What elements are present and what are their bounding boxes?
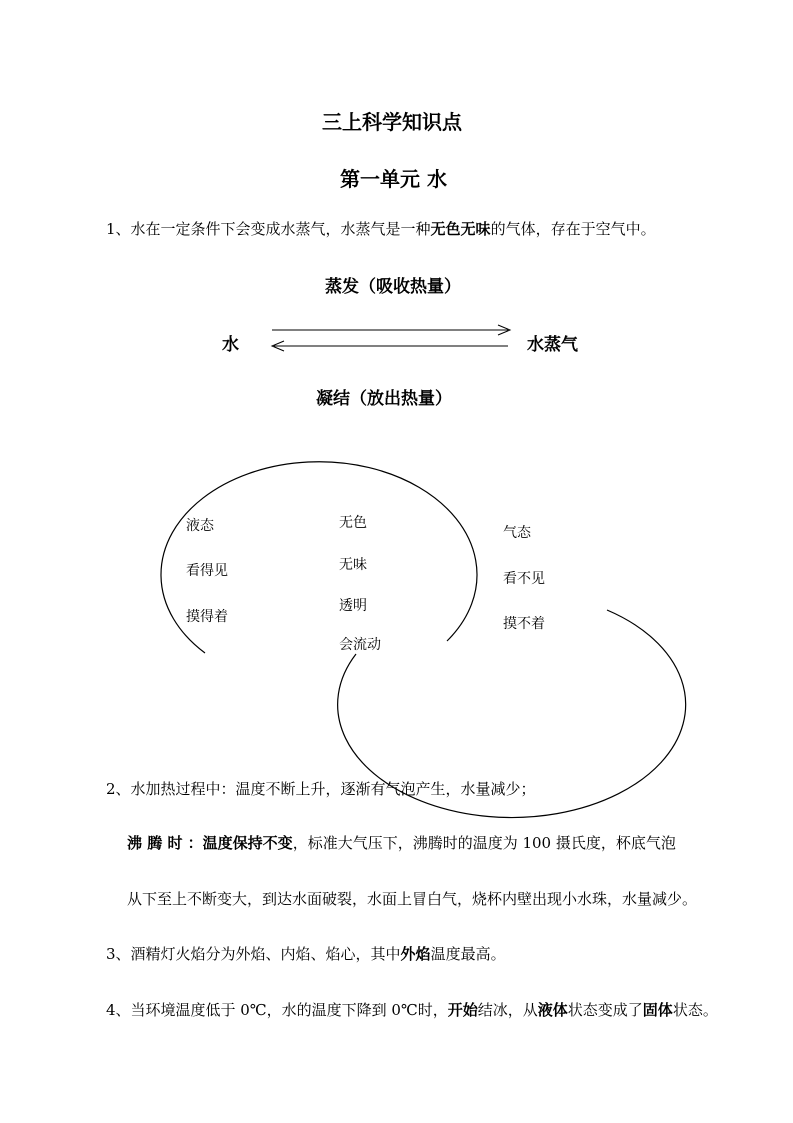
- venn-center-item-1: 无色: [339, 515, 367, 531]
- document-title: 三上科学知识点: [322, 110, 462, 134]
- venn-right-item-2: 看不见: [503, 571, 545, 587]
- boiling-bold: 温度保持不变: [202, 834, 293, 852]
- paragraph-4-a: 4、当环境温度低于 0℃，水的温度下降到 0℃时，: [106, 1001, 448, 1019]
- venn-center-item-2: 无味: [339, 557, 367, 573]
- boiling-label: 沸 腾 时 ：: [127, 834, 203, 852]
- paragraph-3-suffix: 温度最高。: [430, 945, 506, 963]
- paragraph-3: [106, 943, 506, 964]
- paragraph-1-bold: 无色无味: [430, 220, 491, 238]
- venn-diagram: [161, 462, 686, 818]
- paragraph-3-bold: 外焰: [400, 945, 431, 963]
- water-vapor-label: 水蒸气: [527, 335, 578, 355]
- paragraph-4-e: 状态。: [672, 1001, 718, 1019]
- paragraph-1-prefix: 1、水在一定条件下会变成水蒸气，水蒸气是一种: [106, 220, 431, 238]
- paragraph-1-suffix: 的气体，存在于空气中。: [490, 220, 656, 238]
- unit-heading: 第一单元 水: [340, 167, 447, 191]
- paragraph-3-prefix: 3、酒精灯火焰分为外焰、内焰、焰心，其中: [106, 945, 401, 963]
- paragraph-2b-line-2: 从下至上不断变大，到达水面破裂，水面上冒白气，烧杯内壁出现小水珠，水量减少。: [127, 890, 698, 908]
- paragraph-4-d: 状态变成了: [567, 1001, 643, 1019]
- water-label: 水: [222, 335, 239, 355]
- venn-left-item-1: 液态: [186, 518, 214, 534]
- paragraph-4: [106, 999, 718, 1020]
- venn-center-item-4-clip: [339, 634, 419, 653]
- venn-right-item-3: 摸不着: [503, 616, 545, 632]
- paragraph-4-b1: 开始: [447, 1001, 478, 1019]
- venn-left-item-3: 摸得着: [186, 609, 228, 625]
- paragraph-4-c: 结冰，从: [477, 1001, 538, 1019]
- right-arrow: [272, 325, 510, 335]
- paragraph-4-b3: 固体: [642, 1001, 673, 1019]
- venn-right-item-1: 气态: [503, 525, 531, 541]
- venn-center-item-4: 会流动: [339, 637, 381, 653]
- paragraph-2b-line-1: [127, 832, 676, 853]
- evaporation-label: 蒸发（吸收热量）: [325, 277, 461, 297]
- venn-left-item-2: 看得见: [186, 563, 228, 579]
- boiling-rest: ，标准大气压下，沸腾时的温度为 100 摄氏度，杯底气泡: [292, 834, 676, 852]
- paragraph-2: 2、水加热过程中：温度不断上升，逐渐有气泡产生，水量减少；: [106, 780, 536, 798]
- condensation-label: 凝结（放出热量）: [316, 389, 452, 409]
- left-arrow: [272, 341, 508, 351]
- venn-center-item-3: 透明: [339, 598, 367, 614]
- paragraph-4-b2: 液体: [537, 1001, 568, 1019]
